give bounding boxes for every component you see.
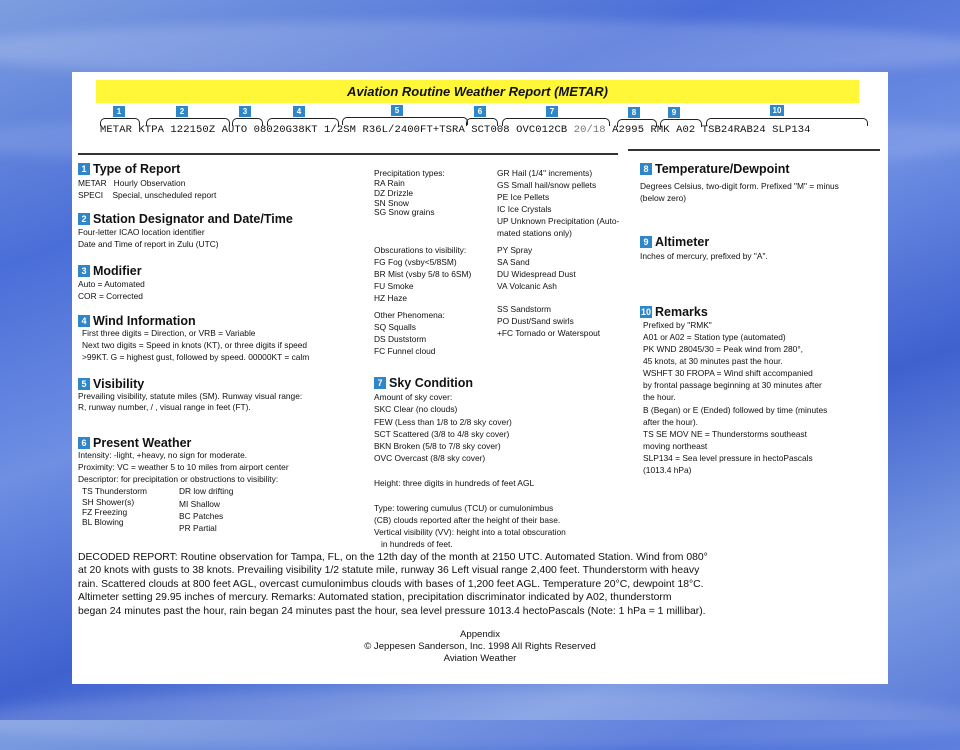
remarks-line: WSHFT 30 FROPA = Wind shift accompanied [643,368,813,378]
descriptor-item: MI Shallow [179,499,220,509]
remarks-line: SLP134 = Sea level pressure in hectoPascals [643,453,813,463]
section-title-text: Wind Information [93,314,196,328]
precip-line: UP Unknown Precipitation (Auto- [497,216,620,226]
sky-line: BKN Broken (5/8 to 7/8 sky cover) [374,441,501,451]
phenomena-line: SS Sandstorm [497,304,551,314]
marker-6: 6 [474,106,486,117]
precip-line: mated stations only) [497,228,572,238]
wind-line: First three digits = Direction, or VRB = Variable [82,328,256,338]
obscuration-line: VA Volcanic Ash [497,281,557,291]
precip-line: SG Snow grains [374,207,435,217]
metar-main: METAR KTPA 122150Z AUTO 08020G38KT 1/2SM R36L/2400FT+TSRA SCT008 OVC012CB [100,124,574,136]
obscuration-line: HZ Haze [374,293,408,303]
descriptor-item: DR low drifting [179,486,234,496]
obscuration-line: FG Fog (vsby<5/8SM) [374,257,457,267]
decoded-line: at 20 knots with gusts to 38 knots. Prevailing visibility 1/2 statute mile, runway 36 Left visual range 2,400 feet. Thunderstorm with heavy [78,565,700,577]
present-line: Intensity: -light, +heavy, no sign for moderate. [78,450,248,460]
sky-line: SKC Clear (no clouds) [374,404,458,414]
section-sky-title [374,376,473,390]
section-type-title [78,162,180,176]
decoded-line: DECODED REPORT: Routine observation for Tampa, FL, on the 12th day of the month at 2150 UTC. Automated Station. Wind from 080° [78,552,708,563]
section-number-badge: 10 [640,307,651,317]
section-number-badge: 1 [78,163,90,175]
section-number-badge: 9 [640,236,652,248]
page-title: Aviation Routine Weather Report (METAR) [96,80,859,103]
section-number-badge: 4 [78,315,90,327]
precip-line: IC Ice Crystals [497,204,552,214]
section-title-text: Type of Report [93,162,181,176]
marker-3: 3 [239,106,251,117]
remarks-line: the hour. [643,392,676,402]
divider-left [78,153,618,155]
marker-4: 4 [293,106,305,117]
obscuration-line: FU Smoke [374,281,414,291]
phenomena-line: SQ Squalls [374,322,416,332]
sky-line: (CB) clouds reported after the height of their base. [374,515,561,525]
section-title-text: Modifier [93,264,142,278]
sky-line: in hundreds of feet. [374,539,453,549]
precip-line: GS Small hail/snow pellets [497,180,597,190]
sky-line: Type: towering cumulus (TCU) or cumulonimbus [374,503,554,513]
remarks-line: after the hour). [643,417,698,427]
decoded-line: began 24 minutes past the hour, rain began 24 minutes past the hour, sea level pressure 1013.4 hectoPascals (Note: 1 hPa = 1 millibar). [78,605,706,617]
obscuration-line: SA Sand [497,257,530,267]
obscuration-line: DU Widespread Dust [497,269,576,279]
phenomena-line: DS Duststorm [374,334,427,344]
present-line: Descriptor: for precipitation or obstructions to visibility: [78,474,279,484]
credit-copyright: © Jeppesen Sanderson, Inc. 1998 All Rights Reserved [364,641,596,652]
section-title-text: Altimeter [655,235,710,249]
section-wind-title [78,314,196,328]
visibility-line: R, runway number, / , visual range in feet (FT). [78,402,251,412]
descriptor-item: SH Shower(s) [82,497,135,507]
phenomena-line: PO Dust/Sand swirls [497,316,574,326]
remarks-line: TS SE MOV NE = Thunderstorms southeast [643,429,807,439]
section-title-text: Station Designator and Date/Time [93,212,293,226]
phenomena-line: Other Phenomena: [374,310,445,320]
precip-line: SN Snow [374,198,409,208]
altimeter-line: Inches of mercury, prefixed by "A". [640,251,768,261]
section-title-text: Remarks [655,305,708,319]
section-number-badge: 6 [78,437,90,449]
modifier-line: Auto = Automated [78,279,145,289]
section-title-text: Temperature/Dewpoint [655,162,790,176]
marker-10: 10 [770,105,784,116]
obscuration-line: BR Mist (vsby 5/8 to 6SM) [374,269,472,279]
section-title-text: Present Weather [93,436,192,450]
descriptor-item: FZ Freezing [82,507,128,517]
present-line: Proximity: VC = weather 5 to 10 miles from airport center [78,462,289,472]
visibility-line: Prevailing visibility, statute miles (SM). Runway visual range: [78,391,303,401]
sky-line: SCT Scattered (3/8 to 4/8 sky cover) [374,429,510,439]
remarks-line: B (Began) or E (Ended) followed by time (minutes [643,405,828,415]
background-wave [0,690,960,750]
descriptor-item: PR Partial [179,523,217,533]
marker-8: 8 [628,107,640,118]
metar-tail: A2995 RMK A02 TSB24RAB24 SLP134 [605,124,811,136]
sky-line: Vertical visibility (VV): height into a total obscuration [374,527,566,537]
section-modifier-title [78,264,142,278]
descriptor-item: BL Blowing [82,517,124,527]
descriptor-item: BC Patches [179,511,224,521]
sky-line: OVC Overcast (8/8 sky cover) [374,453,486,463]
section-title-text: Visibility [93,377,145,391]
remarks-line: 45 knots, at 30 minutes past the hour. [643,356,783,366]
marker-1: 1 [113,106,125,117]
modifier-line: COR = Corrected [78,291,143,301]
decoded-line: rain. Scattered clouds at 800 feet AGL, overcast cumulonimbus clouds with bases of 1,200 feet AGL. Temperature 20°C, dewpoint 18°C. [78,578,704,590]
obscuration-line: PY Spray [497,245,533,255]
remarks-line: (1013.4 hPa) [643,465,692,475]
section-number-badge: 8 [640,163,652,175]
section-temp-title [640,162,790,176]
section-remarks-title [640,305,708,319]
decoded-line: Altimeter setting 29.95 inches of mercury. Remarks: Automated station, precipitation discriminator indicated by A02, thunderstorm [78,592,672,604]
phenomena-line: FC Funnel cloud [374,346,436,356]
precip-line: RA Rain [374,178,405,188]
remarks-line: Prefixed by "RMK" [643,320,712,330]
sky-line: FEW (Less than 1/8 to 2/8 sky cover) [374,417,512,427]
remarks-line: PK WND 28045/30 = Peak wind from 280°, [643,344,803,354]
section-number-badge: 3 [78,265,90,277]
sky-line: Height: three digits in hundreds of feet AGL [374,478,535,488]
metar-string [100,124,811,136]
marker-2: 2 [176,106,188,117]
remarks-line: moving northeast [643,441,708,451]
temp-line: Degrees Celsius, two-digit form. Prefixed "M" = minus [640,181,839,191]
wind-line: >99KT. G = highest gust, followed by speed. 00000KT = calm [82,352,310,362]
credit-appendix: Appendix [459,629,500,640]
precip-line: PE Ice Pellets [497,192,550,202]
descriptor-item: TS Thunderstorm [82,486,148,496]
metar-temp: 20/18 [573,124,606,136]
credit-source: Aviation Weather [443,653,517,664]
precip-line: DZ Drizzle [374,188,414,198]
phenomena-line: +FC Tornado or Waterspout [497,328,601,338]
remarks-line: by frontal passage beginning at 30 minutes after [643,380,822,390]
wind-line: Next two digits = Speed in knots (KT), or three digits if speed [82,340,308,350]
station-line: Four-letter ICAO location identifier [78,227,205,237]
precip-line: Precipitation types: [374,168,445,178]
decoded-report [78,551,708,618]
station-line: Date and Time of report in Zulu (UTC) [78,239,219,249]
type-line: SPECI Special, unscheduled report [78,190,217,200]
type-line: METAR Hourly Observation [78,178,186,188]
divider-right [628,149,880,151]
marker-5: 5 [391,105,403,116]
background-wave [0,20,960,80]
marker-7: 7 [546,106,558,117]
section-station-title [78,212,293,226]
precip-line: GR Hail (1/4" increments) [497,168,593,178]
section-title-text: Sky Condition [389,376,474,390]
section-visibility-title [78,377,144,391]
section-number-badge: 5 [78,378,90,390]
obscuration-line: Obscurations to visibility: [374,245,467,255]
sky-line: Amount of sky cover: [374,392,453,402]
marker-9: 9 [668,107,680,118]
section-altimeter-title [640,235,709,249]
metar-reference-card [72,72,888,684]
temp-line: (below zero) [640,193,687,203]
section-number-badge: 2 [78,213,90,225]
section-present-title [78,436,191,450]
section-number-badge: 7 [374,377,386,389]
remarks-line: A01 or A02 = Station type (automated) [643,332,786,342]
